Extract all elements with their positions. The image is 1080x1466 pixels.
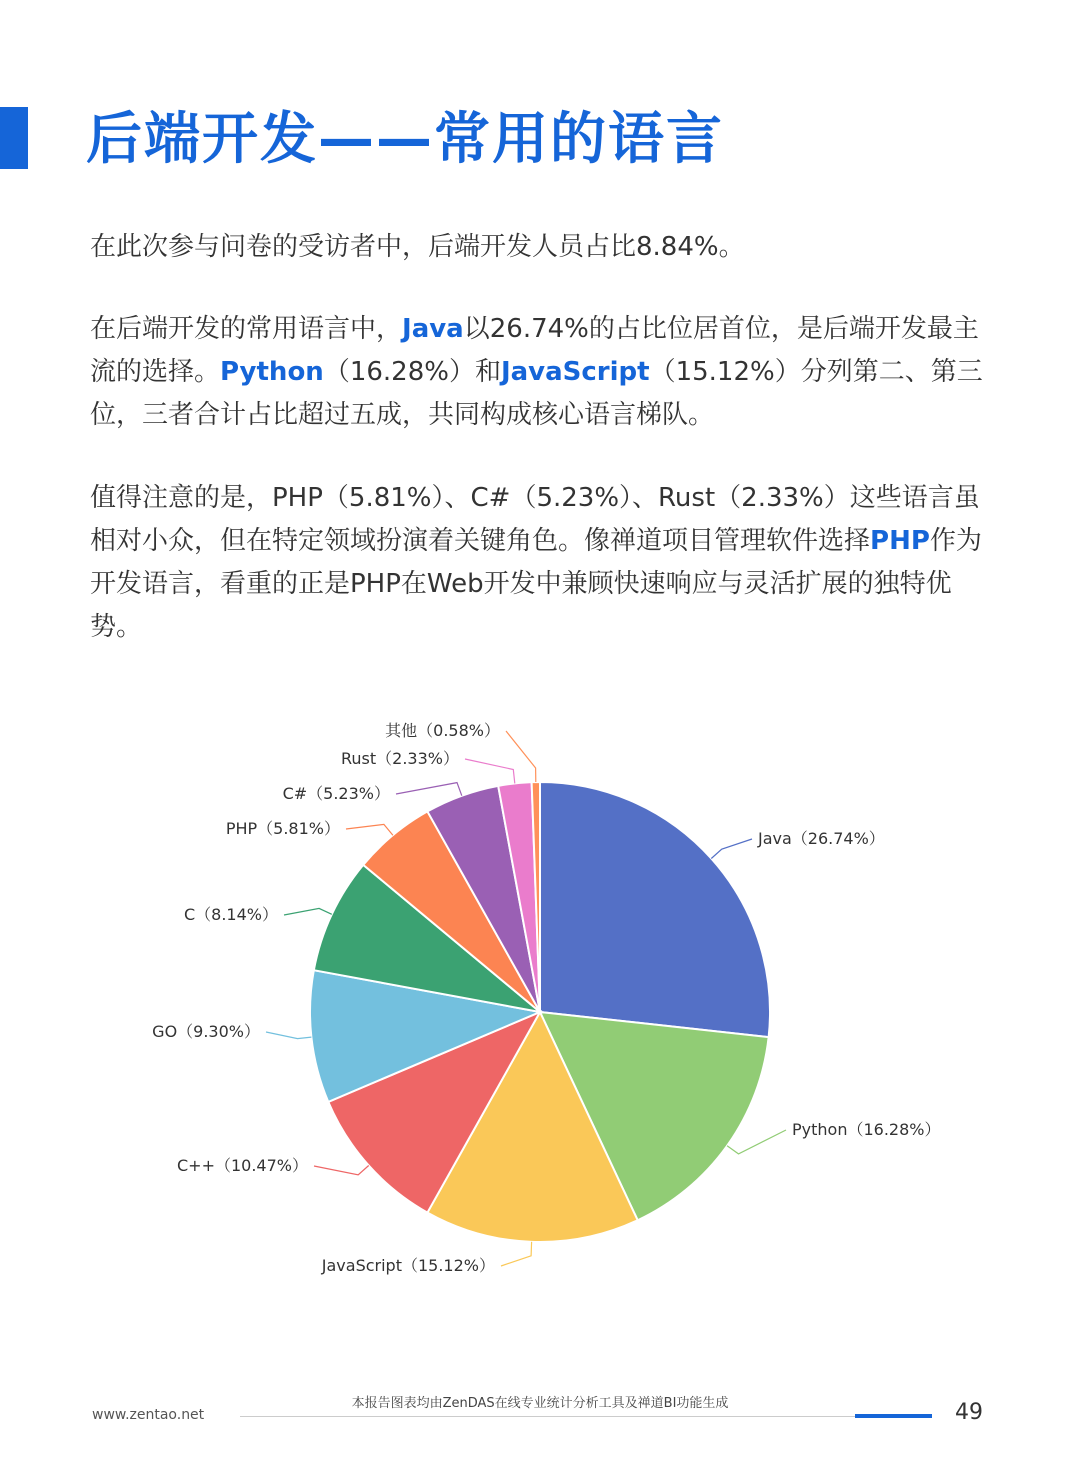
p3-text-2: 作为开发语言，看重的正是PHP在Web开发中兼顾快速响应与灵活扩展的独特优势。 — [90, 526, 982, 642]
footer-note: 本报告图表均由ZenDAS在线专业统计分析工具及禅道BI功能生成 — [351, 1396, 729, 1411]
p2-text-1: 在后端开发的常用语言中， — [90, 314, 403, 344]
pie-label-rust: Rust（2.33%） — [341, 749, 459, 768]
pie-label-c: C（8.14%） — [183, 905, 278, 924]
pie-leader-javascript — [501, 1242, 532, 1266]
pie-slice-java — [540, 782, 770, 1037]
language-pie-chart — [0, 700, 1080, 1320]
pie-label-javascript: JavaScript（15.12%） — [321, 1256, 495, 1275]
pie-leader-rust — [465, 759, 515, 783]
pie-label-java: Java（26.74%） — [758, 829, 885, 848]
pie-leader-other — [506, 731, 536, 782]
highlight-javascript: JavaScript — [500, 357, 650, 387]
paragraph-niche-languages — [90, 477, 995, 649]
pie-label-csharp: C#（5.23%） — [282, 784, 390, 803]
pie-leader-php — [346, 824, 393, 835]
title-accent-bar — [0, 107, 28, 169]
footer-divider — [240, 1416, 930, 1417]
pie-leader-go — [266, 1032, 311, 1039]
pie-label-php: PHP（5.81%） — [225, 819, 340, 838]
pie-label-python: Python（16.28%） — [792, 1120, 941, 1139]
highlight-python: Python — [220, 357, 324, 387]
pie-leader-c — [284, 908, 332, 915]
footer-url: www.zentao.net — [92, 1407, 205, 1423]
pie-label-cpp: C++（10.47%） — [177, 1156, 308, 1175]
footer-accent-bar — [855, 1414, 932, 1418]
pie-leader-csharp — [396, 783, 462, 796]
p3-text-1: 值得注意的是，PHP（5.81%）、C#（5.23%）、Rust（2.33%）这些语言虽相对小众，但在特定领域扮演着关键角色。像禅道项目管理软件选择 — [90, 483, 980, 556]
pie-label-go: GO（9.30%） — [152, 1022, 260, 1041]
p2-text-3: （16.28%）和 — [323, 357, 501, 387]
pie-leader-cpp — [314, 1166, 369, 1175]
highlight-php: PHP — [870, 526, 930, 556]
pie-label-other: 其他（0.58%） — [385, 721, 500, 740]
paragraph-intro: 在此次参与问卷的受访者中，后端开发人员占比8.84%。 — [90, 232, 745, 262]
page-title: 后端开发——常用的语言 — [86, 107, 724, 172]
paragraph-top-languages — [90, 308, 995, 437]
highlight-java: Java — [402, 314, 464, 344]
pie-leader-java — [711, 839, 752, 859]
page-number: 49 — [955, 1400, 983, 1425]
p2-text-2: 以26.74%的占比位居首位，是后端开发最主流的选择。 — [90, 314, 979, 387]
p2-text-4: （15.12%）分列第二、第三位，三者合计占比超过五成，共同构成核心语言梯队。 — [90, 357, 983, 430]
